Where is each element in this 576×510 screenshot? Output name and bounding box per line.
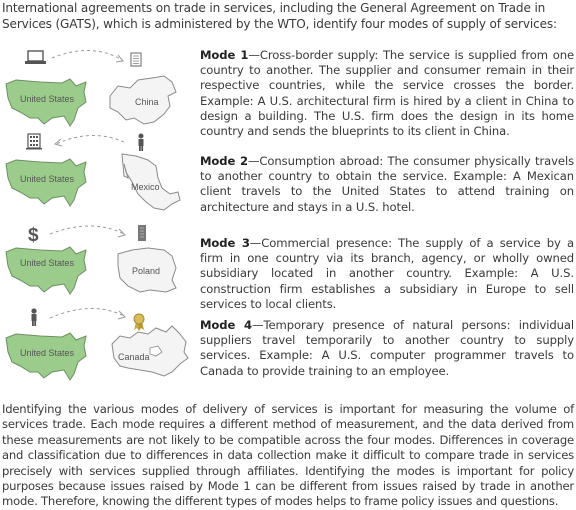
mode-1-label: Mode 1 bbox=[200, 48, 249, 62]
mode-4-figure bbox=[0, 302, 196, 398]
from-country-label: United States bbox=[20, 174, 75, 184]
office-building-icon bbox=[138, 225, 146, 241]
mode-3-text: —Commercial presence: The supply of a service by a firm in one country via its branch, agency, or wholly owned subsidiary located in another country. Example: A U.S. construction firm establishes a subsidiary in Europe to sell services to local clients. bbox=[200, 236, 574, 311]
from-country-label: United States bbox=[20, 258, 75, 268]
mode-4-text: —Temporary presence of natural persons: individual suppliers travel temporarily to another country to supply services. Example: A U.S. computer programmer travels to Canada to provide training to an employee. bbox=[200, 318, 575, 378]
mode-3-figure bbox=[0, 220, 196, 310]
to-country-label: Mexico bbox=[131, 182, 160, 192]
china-map bbox=[110, 76, 176, 124]
mode-3-description bbox=[200, 236, 574, 312]
mode-3-label: Mode 3 bbox=[200, 236, 250, 250]
document-icon bbox=[131, 53, 141, 66]
united-states-map bbox=[6, 159, 86, 206]
poland-map bbox=[118, 248, 176, 292]
mode-2-description bbox=[200, 154, 574, 215]
intro-paragraph: International agreements on trade in services, including the General Agreement on Trade in Services (GATS), which is administered by the WTO, identify four modes of supply of services: bbox=[2, 1, 557, 31]
mode-1-description bbox=[200, 48, 574, 139]
from-country-label: United States bbox=[20, 94, 75, 104]
person-icon bbox=[31, 308, 36, 326]
person-icon bbox=[139, 134, 144, 152]
mode-2-figure bbox=[0, 132, 196, 232]
mexico-map bbox=[122, 154, 180, 210]
mode-4-description bbox=[200, 318, 574, 379]
certificate-seal-icon bbox=[134, 314, 144, 331]
canada-map bbox=[112, 326, 188, 376]
mode-1-figure bbox=[0, 46, 196, 146]
mode-4-label: Mode 4 bbox=[200, 318, 252, 332]
laptop-icon bbox=[25, 51, 46, 64]
united-states-map bbox=[6, 333, 86, 380]
united-states-map bbox=[6, 247, 86, 294]
hotel-building-icon bbox=[26, 134, 42, 150]
closing-paragraph: Identifying the various modes of delivery of services is important for measuring the volume of services trade. Each mode requires a different method of measurement, and the data derived from these measurements are not likely to be compatible across the four modes. Differences in coverage and classification due to differences in data collection make it difficult to compare trade in services precisely with services supplied through affiliates. Identifying the modes is important for policy purposes because issues raised by Mode 1 can be different from issues raised by trade in another mode. Therefore, knowing the different types of modes helps to frame policy issues and questions. bbox=[2, 402, 574, 509]
mode-1-text: —Cross-border supply: The service is supplied from one country to another. The supplier and consumer remain in their respective countries, while the service crosses the border. Example: A U.S. architectural firm is hired by a client in China to design a building. The U.S. firm does the design in its home country and sends the blueprints to its client in China. bbox=[200, 48, 574, 139]
dollar-icon: $ bbox=[28, 225, 39, 246]
mode-2-text: —Consumption abroad: The consumer physically travels to another country to obtain the service. Example: A Mexican client travels to the United States to attend training on architecture and stays in a U.S. hotel. bbox=[200, 154, 575, 214]
to-country-label: China bbox=[135, 97, 159, 107]
mode-2-label: Mode 2 bbox=[200, 154, 248, 168]
to-country-label: Poland bbox=[132, 266, 161, 276]
from-country-label: United States bbox=[20, 348, 75, 358]
united-states-map bbox=[6, 79, 86, 126]
to-country-label: Canada bbox=[118, 352, 150, 362]
